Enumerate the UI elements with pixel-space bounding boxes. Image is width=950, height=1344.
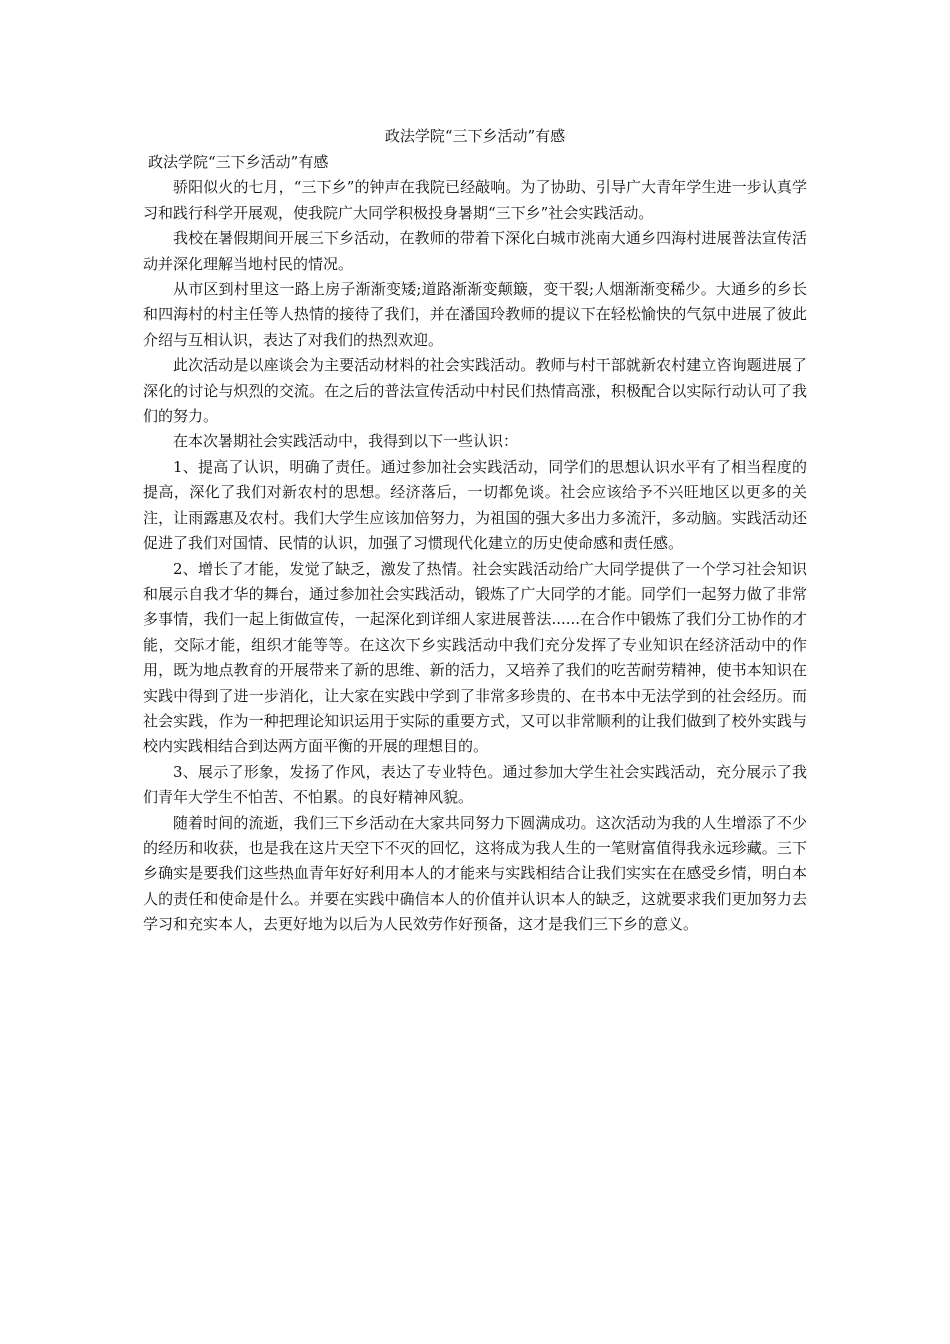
document-body [143, 150, 807, 938]
document-subtitle: 政法学院“三下乡活动”有感 [148, 153, 329, 171]
paragraph-seminar: 此次活动是以座谈会为主要活动材料的社会实践活动。教师与村干部就新农村建立咨询题进展了深化的讨论与炽烈的交流。在之后的普法宣传活动中村民们热情高涨，积极配合以实际行动认可了我们的努力。 [143, 356, 807, 426]
paragraph-insight-3: 3、展示了形象，发扬了作风，表达了专业特色。通过参加大学生社会实践活动，充分展示了我们青年大学生不怕苦、不怕累。的良好精神风貌。 [143, 762, 807, 807]
paragraph-journey: 从市区到村里这一路上房子渐渐变矮;道路渐渐变颠簸，变干裂;人烟渐渐变稀少。大通乡的乡长和四海村的村主任等人热情的接待了我们，并在潘国玲教师的提议下在轻松愉快的气氛中进展了彼此介绍与互相认识，表达了对我们的热烈欢迎。 [143, 280, 807, 349]
paragraph-insight-1: 1、提高了认识，明确了责任。通过参加社会实践活动，同学们的思想认识水平有了相当程度的提高，深化了我们对新农村的思想。经济落后，一切都免谈。社会应该给予不兴旺地区以更多的关注，让雨露惠及农村。我们大学生应该加倍努力，为祖国的强大多出力多流汗，多动脑。实践活动还促进了我们对国情、民情的认识，加强了习惯现代化建立的历史使命感和责任感。 [143, 457, 807, 553]
paragraph-insights-intro: 在本次暑期社会实践活动中，我得到以下一些认识： [173, 432, 519, 451]
paragraph-conclusion: 随着时间的流逝，我们三下乡活动在大家共同努力下圆满成功。这次活动为我的人生增添了不少的经历和收获，也是我在这片天空下不灭的回忆，这将成为我人生的一笔财富值得我永远珍藏。三下乡确实是要我们这些热血青年好好利用本人的才能来与实践相结合让我们实实在在感受乡情，明白本人的责任和使命是什么。并要在实践中确信本人的价值并认识本人的缺乏，这就要求我们更加努力去学习和充实本人，去更好地为以后为人民效劳作好预备，这才是我们三下乡的意义。 [143, 813, 807, 934]
document-title: 政法学院“三下乡活动”有感 [384, 127, 566, 145]
paragraph-activity: 我校在暑假期间开展三下乡活动，在教师的带着下深化白城市洮南大通乡四海村进展普法宣传活动并深化理解当地村民的情况。 [143, 229, 807, 273]
paragraph-intro: 骄阳似火的七月，“三下乡”的钟声在我院已经敲响。为了协助、引导广大青年学生进一步认真学习和践行科学开展观，使我院广大同学积极投身暑期“三下乡”社会实践活动。 [143, 178, 807, 222]
paragraph-insight-2: 2、增长了才能，发觉了缺乏，激发了热情。社会实践活动给广大同学提供了一个学习社会知识和展示自我才华的舞台，通过参加社会实践活动，锻炼了广大同学的才能。同学们一起努力做了非常多事情，我们一起上街做宣传，一起深化到详细人家进展普法......在合作中锻炼了我们分工协作的才能，交际才能，组织才能等等。在这次下乡实践活动中我们充分发挥了专业知识在经济活动中的作用，既为地点教育的开展带来了新的思维、新的活力，又培养了我们的吃苦耐劳精神，使书本知识在实践中得到了进一步消化，让大家在实践中学到了非常多珍贵的、在书本中无法学到的社会经历。而社会实践，作为一种把理论知识运用于实际的重要方式，又可以非常顺利的让我们做到了校外实践与校内实践相结合到达两方面平衡的开展的理想目的。 [143, 559, 807, 756]
